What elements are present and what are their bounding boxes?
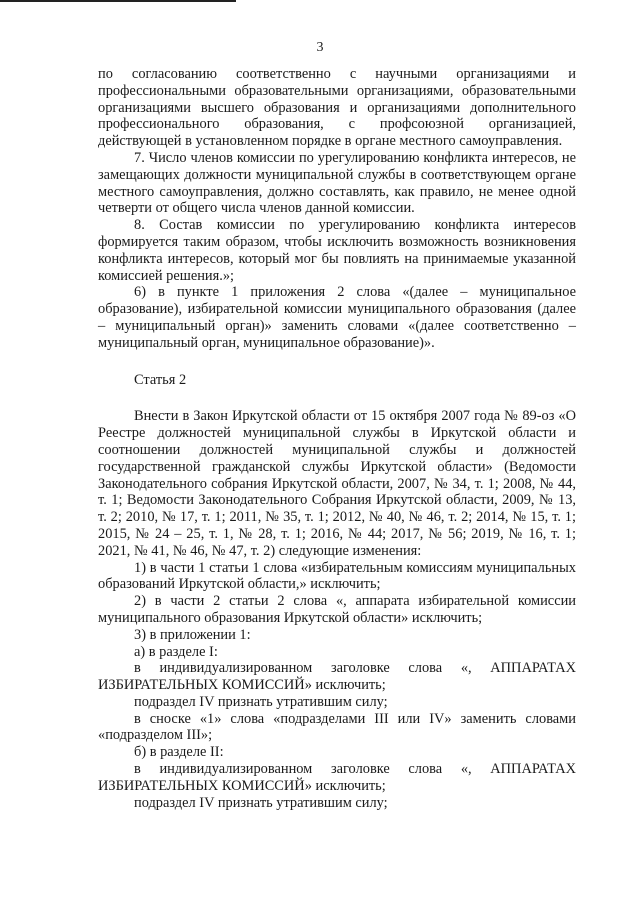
paragraph-subitem-6: 6) в пункте 1 приложения 2 слова «(далее – муниципальное образование), избирательной комиссии муниципального образования (далее – муниципальный орган)» заменить словами «(далее соответственно – муниципальный орган, муниципальное образование)». xyxy=(98,284,576,351)
article-heading: Статья 2 xyxy=(134,371,187,388)
paragraph-item-8: 8. Состав комиссии по урегулированию конфликта интересов формируется таким образом, чтобы исключить возможность возникновения конфликта интересов, который мог бы повлиять на принимаемые указанной комиссией решения.»; xyxy=(98,217,576,284)
paragraph-amendment-intro: Внести в Закон Иркутской области от 15 октября 2007 года № 89-оз «О Реестре должностей муниципальной службы в Иркутской области и соотношении должностей муниципальной службы и должностей государственной гражданской службы Иркутской области» (Ведомости Законодательного собрания Иркутской области, 2007, № 34, т. 1; 2008, № 44, т. 1; Ведомости Законодательного Собрания Иркутской области, 2009, № 13, т. 2; 2010, № 17, т. 1; 2011, № 35, т. 1; 2012, № 40, № 46, т. 2; 2014, № 15, т. 1; 2015, № 24 – 25, т. 1, № 28, т. 1; 2016, № 44; 2017, № 56; 2019, № 16, т. 1; 2021, № 41, № 46, № 47, т. 2) следующие изменения: xyxy=(98,408,576,559)
paragraph-subsection-iv-a: подраздел IV признать утратившим силу; xyxy=(134,693,388,710)
paragraph-subitem-1: 1) в части 1 статьи 1 слова «избирательным комиссиям муниципальных образований Иркутской области,» исключить; xyxy=(98,559,576,593)
paragraph-section-b: б) в разделе II: xyxy=(134,744,224,761)
top-rule xyxy=(0,0,236,2)
paragraph-subitem-3: 3) в приложении 1: xyxy=(134,626,251,643)
document-body xyxy=(98,66,576,811)
paragraph-heading-change-b: в индивидуализированном заголовке слова «, АППАРАТАХ ИЗБИРАТЕЛЬНЫХ КОМИССИЙ» исключить; xyxy=(98,761,576,794)
page-number: 3 xyxy=(316,40,324,55)
paragraph-heading-change-a: в индивидуализированном заголовке слова «, АППАРАТАХ ИЗБИРАТЕЛЬНЫХ КОМИССИЙ» исключить; xyxy=(98,660,576,694)
paragraph-subsection-iv-b: подраздел IV признать утратившим силу; xyxy=(134,794,388,811)
paragraph-footnote-change: в сноске «1» слова «подразделами III или IV» заменить словами «подразделом III»; xyxy=(98,710,576,744)
paragraph-section-a: а) в разделе I: xyxy=(134,643,218,660)
paragraph-subitem-2: 2) в части 2 статьи 2 слова «, аппарата избирательной комиссии муниципального образования Иркутской области» исключить; xyxy=(98,593,576,626)
paragraph-item-7: 7. Число членов комиссии по урегулированию конфликта интересов, не замещающих должности муниципальной службы в соответствующем органе местного самоуправления, должно составлять, как правило, не менее одной четверти от общего числа членов данной комиссии. xyxy=(98,149,576,217)
paragraph-continuation: по согласованию соответственно с научными организациями и профессиональными образовательными организациями, образовательными организациями высшего образования и организациями дополнительного профессионального образования, с профсоюзной организацией, действующей в установленном порядке в органе местного самоуправления. xyxy=(98,66,576,150)
